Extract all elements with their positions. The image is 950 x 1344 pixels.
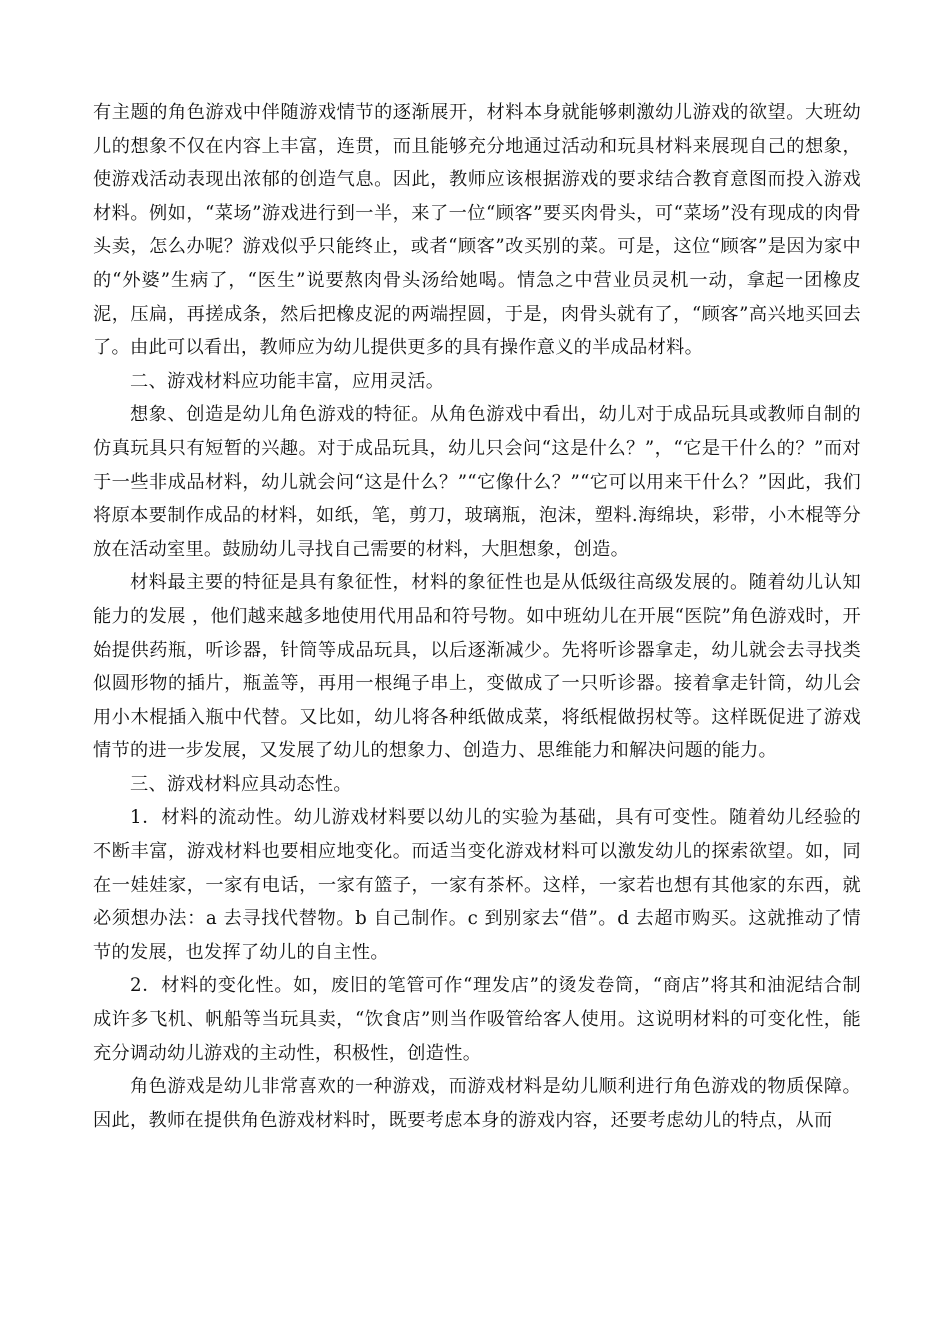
paragraph-conclusion: 角色游戏是幼儿非常喜欢的一种游戏，而游戏材料是幼儿顺利进行角色游戏的物质保障。因此，教师在提供角色游戏材料时，既要考虑本身的游戏内容，还要考虑幼儿的特点，从而 bbox=[93, 1076, 861, 1131]
document-page bbox=[93, 96, 861, 1137]
paragraph-material-mobility: 1．材料的流动性。幼儿游戏材料要以幼儿的实验为基础，具有可变性。随着幼儿经验的不断丰富，游戏材料也要相应地变化。而适当变化游戏材料可以激发幼儿的探索欲望。如，同在一娃娃家，一家有电话，一家有篮子，一家有茶杯。这样，一家若也想有其他家的东西，就必须想办法：a 去寻找代替物。b 自己制作。c 到别家去“借”。d 去超市购买。这就推动了情节的发展，也发挥了幼儿的自主性。 bbox=[93, 807, 861, 963]
section-heading-two: 二、游戏材料应功能丰富，应用灵活。 bbox=[130, 370, 445, 392]
paragraph-semi-finished-materials: 有主题的角色游戏中伴随游戏情节的逐渐展开，材料本身就能够刺激幼儿游戏的欲望。大班幼儿的想象不仅在内容上丰富，连贯，而且能够充分地通过活动和玩具材料来展现自己的想象，使游戏活动表现出浓郁的创造气息。因此，教师应该根据游戏的要求结合教育意图而投入游戏材料。例如，“菜场”游戏进行到一半，来了一位“顾客”要买肉骨头，可“菜场”没有现成的肉骨头卖，怎么办呢？游戏似乎只能终止，或者“顾客”改买别的菜。可是，这位“顾客”是因为家中的“外婆”生病了，“医生”说要熬肉骨头汤给她喝。情急之中营业员灵机一动，拿起一团橡皮泥，压扁，再搓成条，然后把橡皮泥的两端捏圆，于是，肉骨头就有了，“顾客”高兴地买回去了。由此可以看出，教师应为幼儿提供更多的具有操作意义的半成品材料。 bbox=[93, 102, 861, 359]
paragraph-material-variability: 2．材料的变化性。如，废旧的笔管可作“理发店”的烫发卷筒，“商店”将其和油泥结合制成许多飞机、帆船等当玩具卖，“饮食店”则当作吸管给客人使用。这说明材料的可变化性，能充分调动幼儿游戏的主动性，积极性，创造性。 bbox=[93, 975, 861, 1064]
paragraph-symbolism: 材料最主要的特征是具有象征性，材料的象征性也是从低级往高级发展的。随着幼儿认知能力的发展 ，他们越来越多地使用代用品和符号物。如中班幼儿在开展“医院”角色游戏时，开始提供药瓶，听诊器，针筒等成品玩具，以后逐渐减少。先将听诊器拿走，幼儿就会去寻找类似圆形物的插片，瓶盖等，再用一根绳子串上，变做成了一只听诊器。接着拿走针筒，幼儿会用小木棍插入瓶中代替。又比如，幼儿将各种纸做成菜，将纸棍做拐杖等。这样既促进了游戏情节的进一步发展，又发展了幼儿的想象力、创造力、思维能力和解决问题的能力。 bbox=[93, 572, 861, 762]
paragraph-imagination-creation: 想象、创造是幼儿角色游戏的特征。从角色游戏中看出，幼儿对于成品玩具或教师自制的仿真玩具只有短暂的兴趣。对于成品玩具，幼儿只会问“这是什么？”，“它是干什么的？”而对于一些非成品材料，幼儿就会问“这是什么？”“它像什么？”“它可以用来干什么？”因此，我们将原本要制作成品的材料，如纸，笔，剪刀，玻璃瓶，泡沫，塑料.海绵块，彩带，小木棍等分放在活动室里。鼓励幼儿寻找自己需要的材料，大胆想象，创造。 bbox=[93, 404, 861, 560]
section-heading-three: 三、游戏材料应具动态性。 bbox=[130, 773, 352, 795]
